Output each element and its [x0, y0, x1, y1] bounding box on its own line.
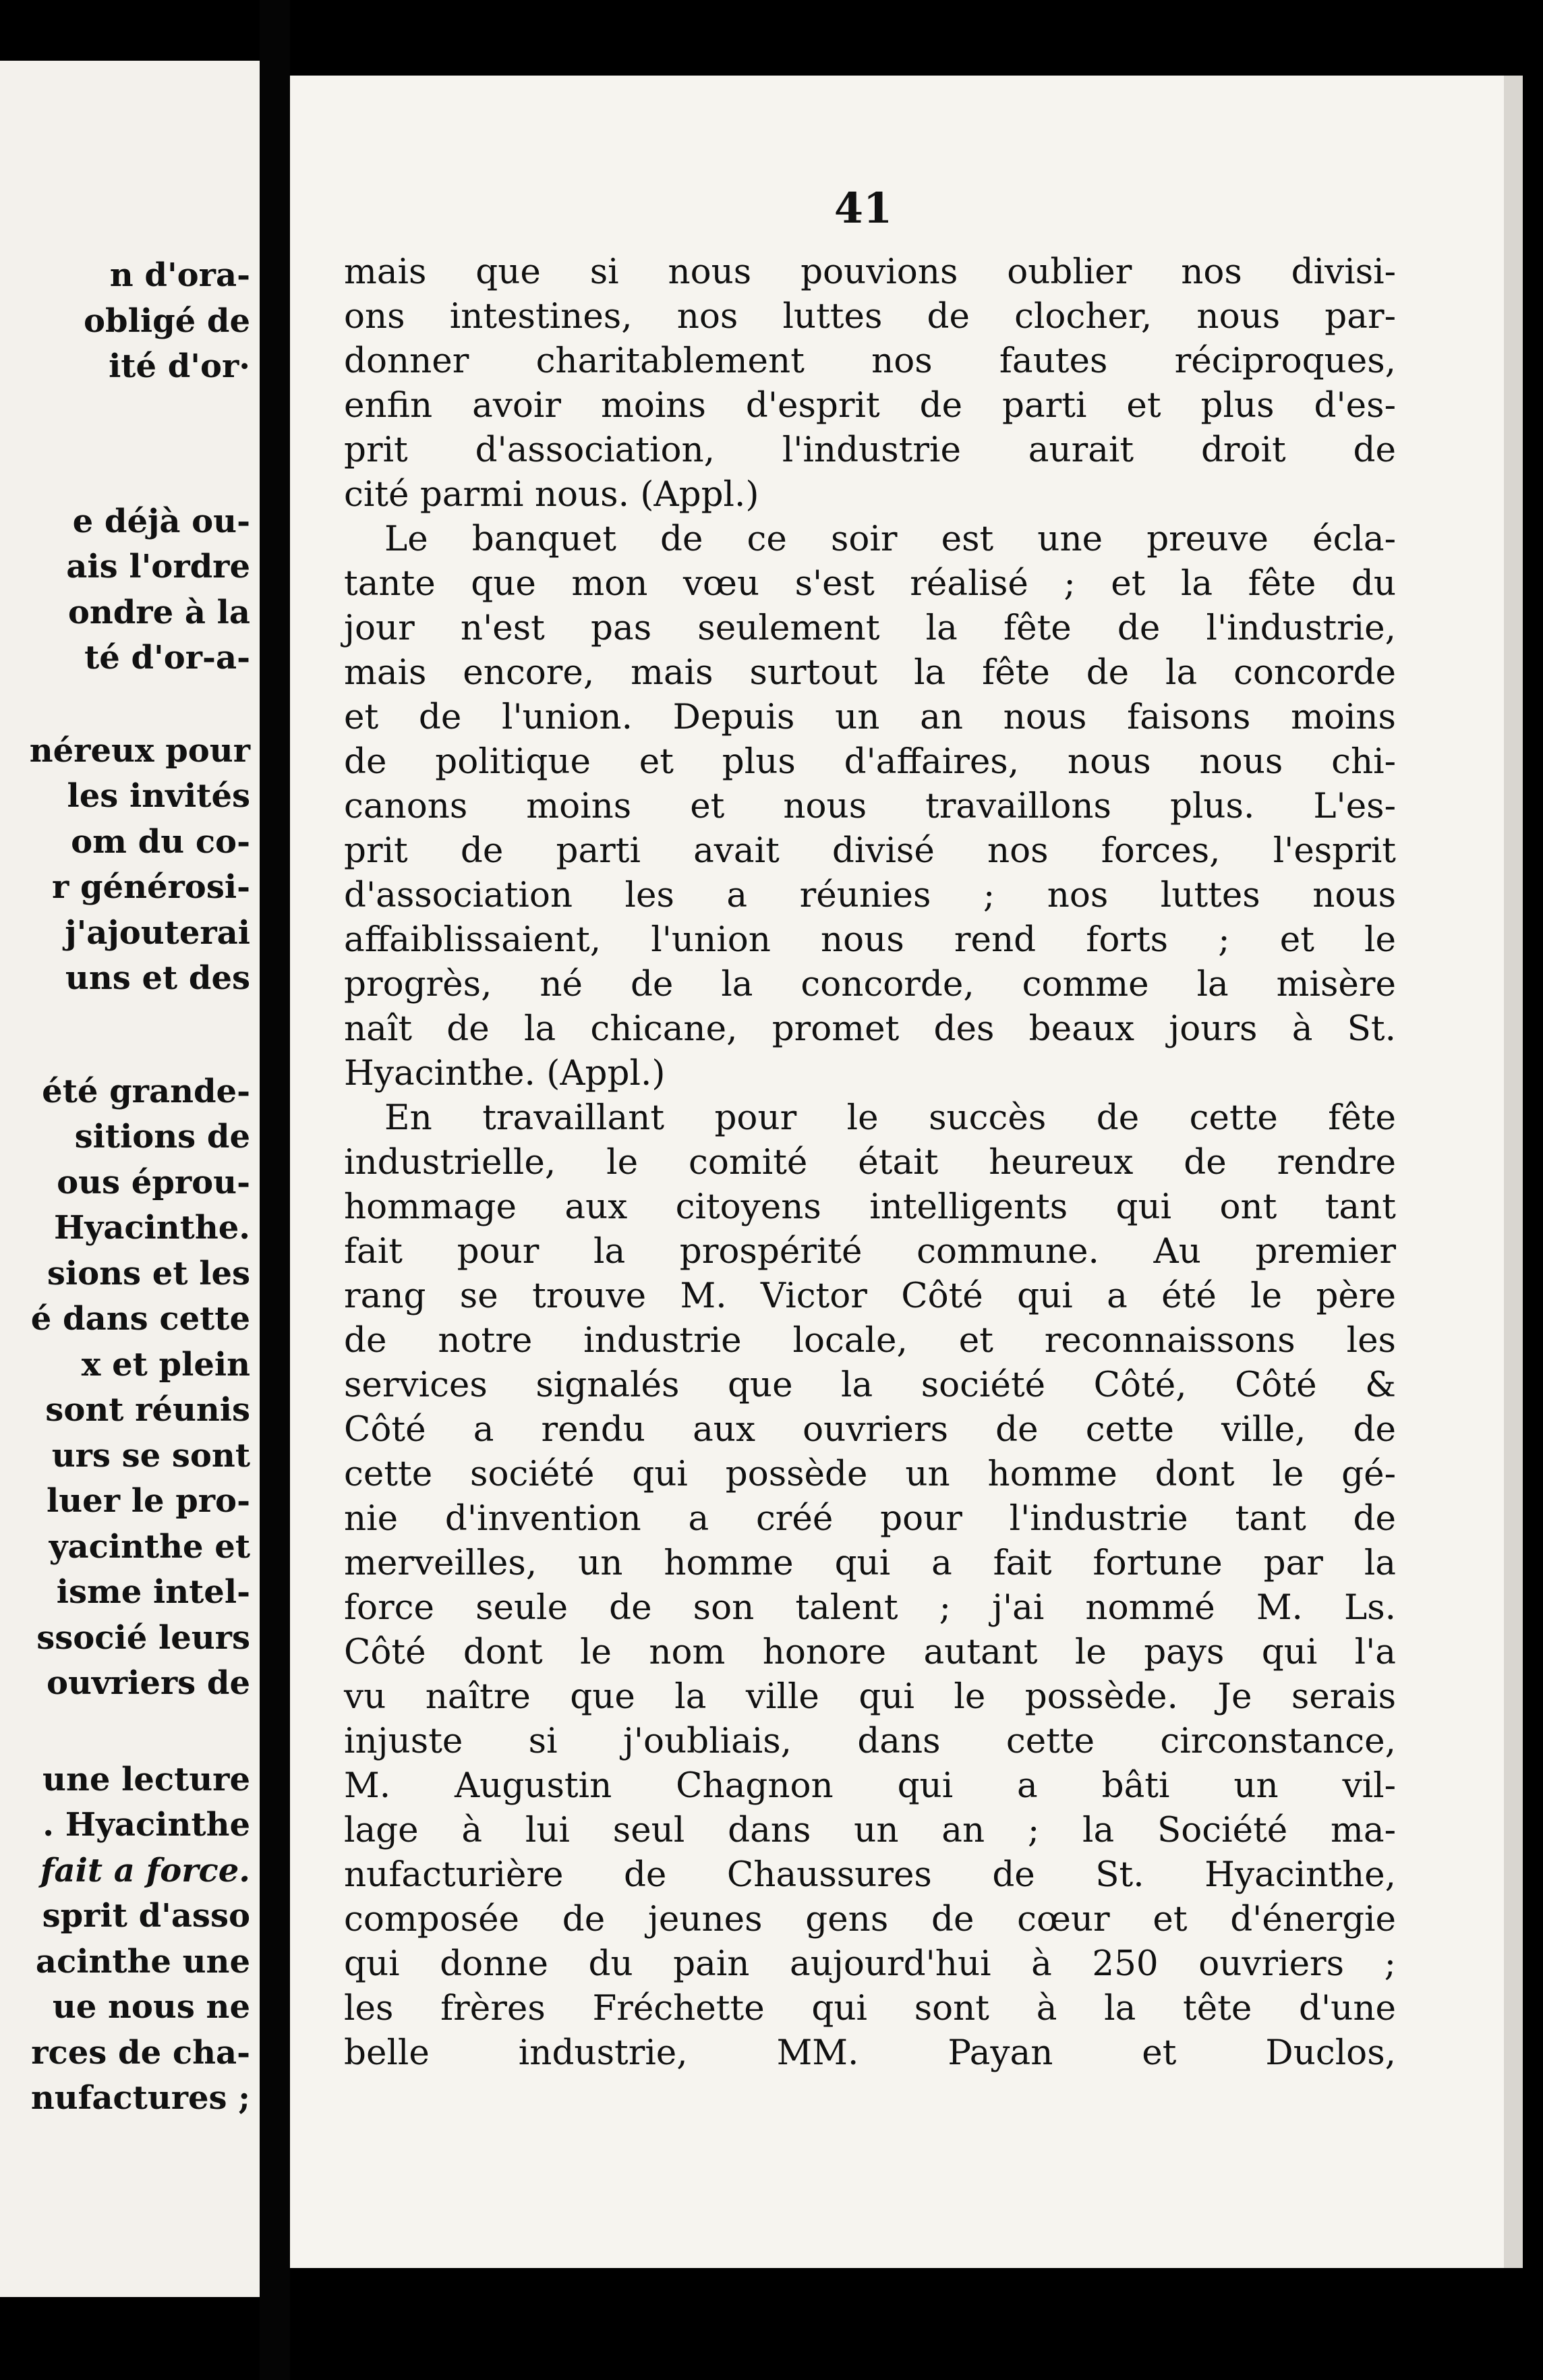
left-line: ue nous ne	[52, 1988, 250, 2026]
left-line: ssocié leurs	[36, 1619, 250, 1657]
text-line: composée de jeunes gens de cœur et d'énergie	[344, 1899, 1396, 1939]
left-line: ité d'or·	[109, 347, 250, 385]
text-line: services signalés que la société Côté, Côté &	[344, 1365, 1396, 1405]
left-line: fait a force.	[40, 1852, 250, 1890]
left-line: sprit d'asso	[42, 1897, 250, 1935]
text-line: vu naître que la ville qui le possède. Je serais	[344, 1676, 1396, 1717]
left-line: néreux pour	[29, 732, 250, 770]
left-line: isme intel-	[56, 1573, 250, 1611]
left-line: té d'or-a-	[84, 639, 250, 677]
left-line: . Hyacinthe	[42, 1806, 250, 1844]
left-line: luer le pro-	[47, 1482, 250, 1520]
left-line: rces de cha-	[31, 2034, 250, 2072]
left-line: ondre à la	[67, 594, 250, 631]
left-line: om du co-	[71, 823, 250, 861]
text-line: ons intestines, nos luttes de clocher, nous par-	[344, 296, 1396, 337]
text-line: donner charitablement nos fautes réciproques,	[344, 341, 1396, 381]
text-line: affaiblissaient, l'union nous rend forts ; et le	[344, 919, 1396, 960]
left-line: uns et des	[65, 959, 250, 997]
text-line: nufacturière de Chaussures de St. Hyacinthe,	[344, 1854, 1396, 1895]
page-number: 41	[834, 183, 893, 233]
text-line: M. Augustin Chagnon qui a bâti un vil-	[344, 1765, 1396, 1806]
left-line: les invités	[67, 777, 250, 815]
text-line: merveilles, un homme qui a fait fortune par la	[344, 1543, 1396, 1583]
left-line: sions et les	[47, 1255, 250, 1293]
left-line: j'ajouterai	[65, 914, 250, 952]
left-line: Hyacinthe.	[53, 1209, 250, 1247]
text-line: Côté a rendu aux ouvriers de cette ville, de	[344, 1409, 1396, 1450]
text-line: naît de la chicane, promet des beaux jours à St.	[344, 1009, 1396, 1049]
left-line: urs se sont	[51, 1437, 250, 1475]
text-line: injuste si j'oubliais, dans cette circonstance,	[344, 1721, 1396, 1761]
text-line: rang se trouve M. Victor Côté qui a été le père	[344, 1276, 1396, 1316]
text-line: tante que mon vœu s'est réalisé ; et la fête du	[344, 563, 1396, 604]
left-line: ous éprou-	[57, 1164, 250, 1201]
text-line: qui donne du pain aujourd'hui à 250 ouvriers ;	[344, 1944, 1396, 1984]
left-facing-page	[0, 61, 260, 2297]
text-line: Le banquet de ce soir est une preuve écla-	[384, 519, 1396, 559]
text-line: et de l'union. Depuis un an nous faisons moins	[344, 697, 1396, 737]
text-line: fait pour la prospérité commune. Au premier	[344, 1231, 1396, 1272]
text-line: Côté dont le nom honore autant le pays qui l'a	[344, 1632, 1396, 1672]
text-line: enfin avoir moins d'esprit de parti et plus d'es-	[344, 385, 1396, 426]
text-line: Hyacinthe. (Appl.)	[344, 1053, 666, 1094]
text-line: hommage aux citoyens intelligents qui ont tant	[344, 1187, 1396, 1227]
text-line: En travaillant pour le succès de cette fête	[384, 1098, 1396, 1138]
text-line: mais encore, mais surtout la fête de la concorde	[344, 652, 1396, 693]
text-line: prit de parti avait divisé nos forces, l'esprit	[344, 830, 1396, 871]
book-gutter	[260, 0, 290, 2380]
text-line: industrielle, le comité était heureux de rendre	[344, 1142, 1396, 1183]
left-line: ais l'ordre	[66, 548, 250, 586]
text-line: d'association les a réunies ; nos luttes nous	[344, 875, 1396, 915]
text-line: de politique et plus d'affaires, nous nous chi-	[344, 741, 1396, 782]
text-line: canons moins et nous travaillons plus. L'es-	[344, 786, 1396, 826]
left-line: obligé de	[84, 302, 250, 340]
text-line: cité parmi nous. (Appl.)	[344, 474, 759, 515]
left-line: nufactures ;	[30, 2079, 250, 2117]
left-line: été grande-	[42, 1073, 250, 1110]
left-line: acinthe une	[35, 1943, 250, 1981]
text-line: prit d'association, l'industrie aurait droit de	[344, 430, 1396, 470]
left-line: sitions de	[74, 1118, 250, 1156]
left-line: x et plein	[81, 1346, 250, 1384]
left-line: é dans cette	[30, 1300, 250, 1338]
text-line: force seule de son talent ; j'ai nommé M. Ls.	[344, 1587, 1396, 1628]
left-line: n d'ora-	[109, 256, 250, 294]
text-line: les frères Fréchette qui sont à la tête d'une	[344, 1988, 1396, 2029]
left-line: r générosi-	[51, 868, 250, 906]
left-line: une lecture	[42, 1761, 250, 1798]
text-line: de notre industrie locale, et reconnaissons les	[344, 1320, 1396, 1361]
left-line: ouvriers de	[47, 1664, 250, 1702]
text-line: progrès, né de la concorde, comme la misère	[344, 964, 1396, 1004]
left-line: e déjà ou-	[72, 503, 250, 540]
right-page	[290, 76, 1523, 2268]
left-line: yacinthe et	[49, 1528, 250, 1566]
text-line: lage à lui seul dans un an ; la Société ma-	[344, 1810, 1396, 1850]
text-line: belle industrie, MM. Payan et Duclos,	[344, 2033, 1396, 2073]
text-line: cette société qui possède un homme dont le gé-	[344, 1454, 1396, 1494]
text-line: mais que si nous pouvions oublier nos divisi-	[344, 252, 1396, 292]
text-line: nie d'invention a créé pour l'industrie tant de	[344, 1498, 1396, 1539]
left-line: sont réunis	[45, 1391, 250, 1429]
text-line: jour n'est pas seulement la fête de l'industrie,	[344, 608, 1396, 648]
